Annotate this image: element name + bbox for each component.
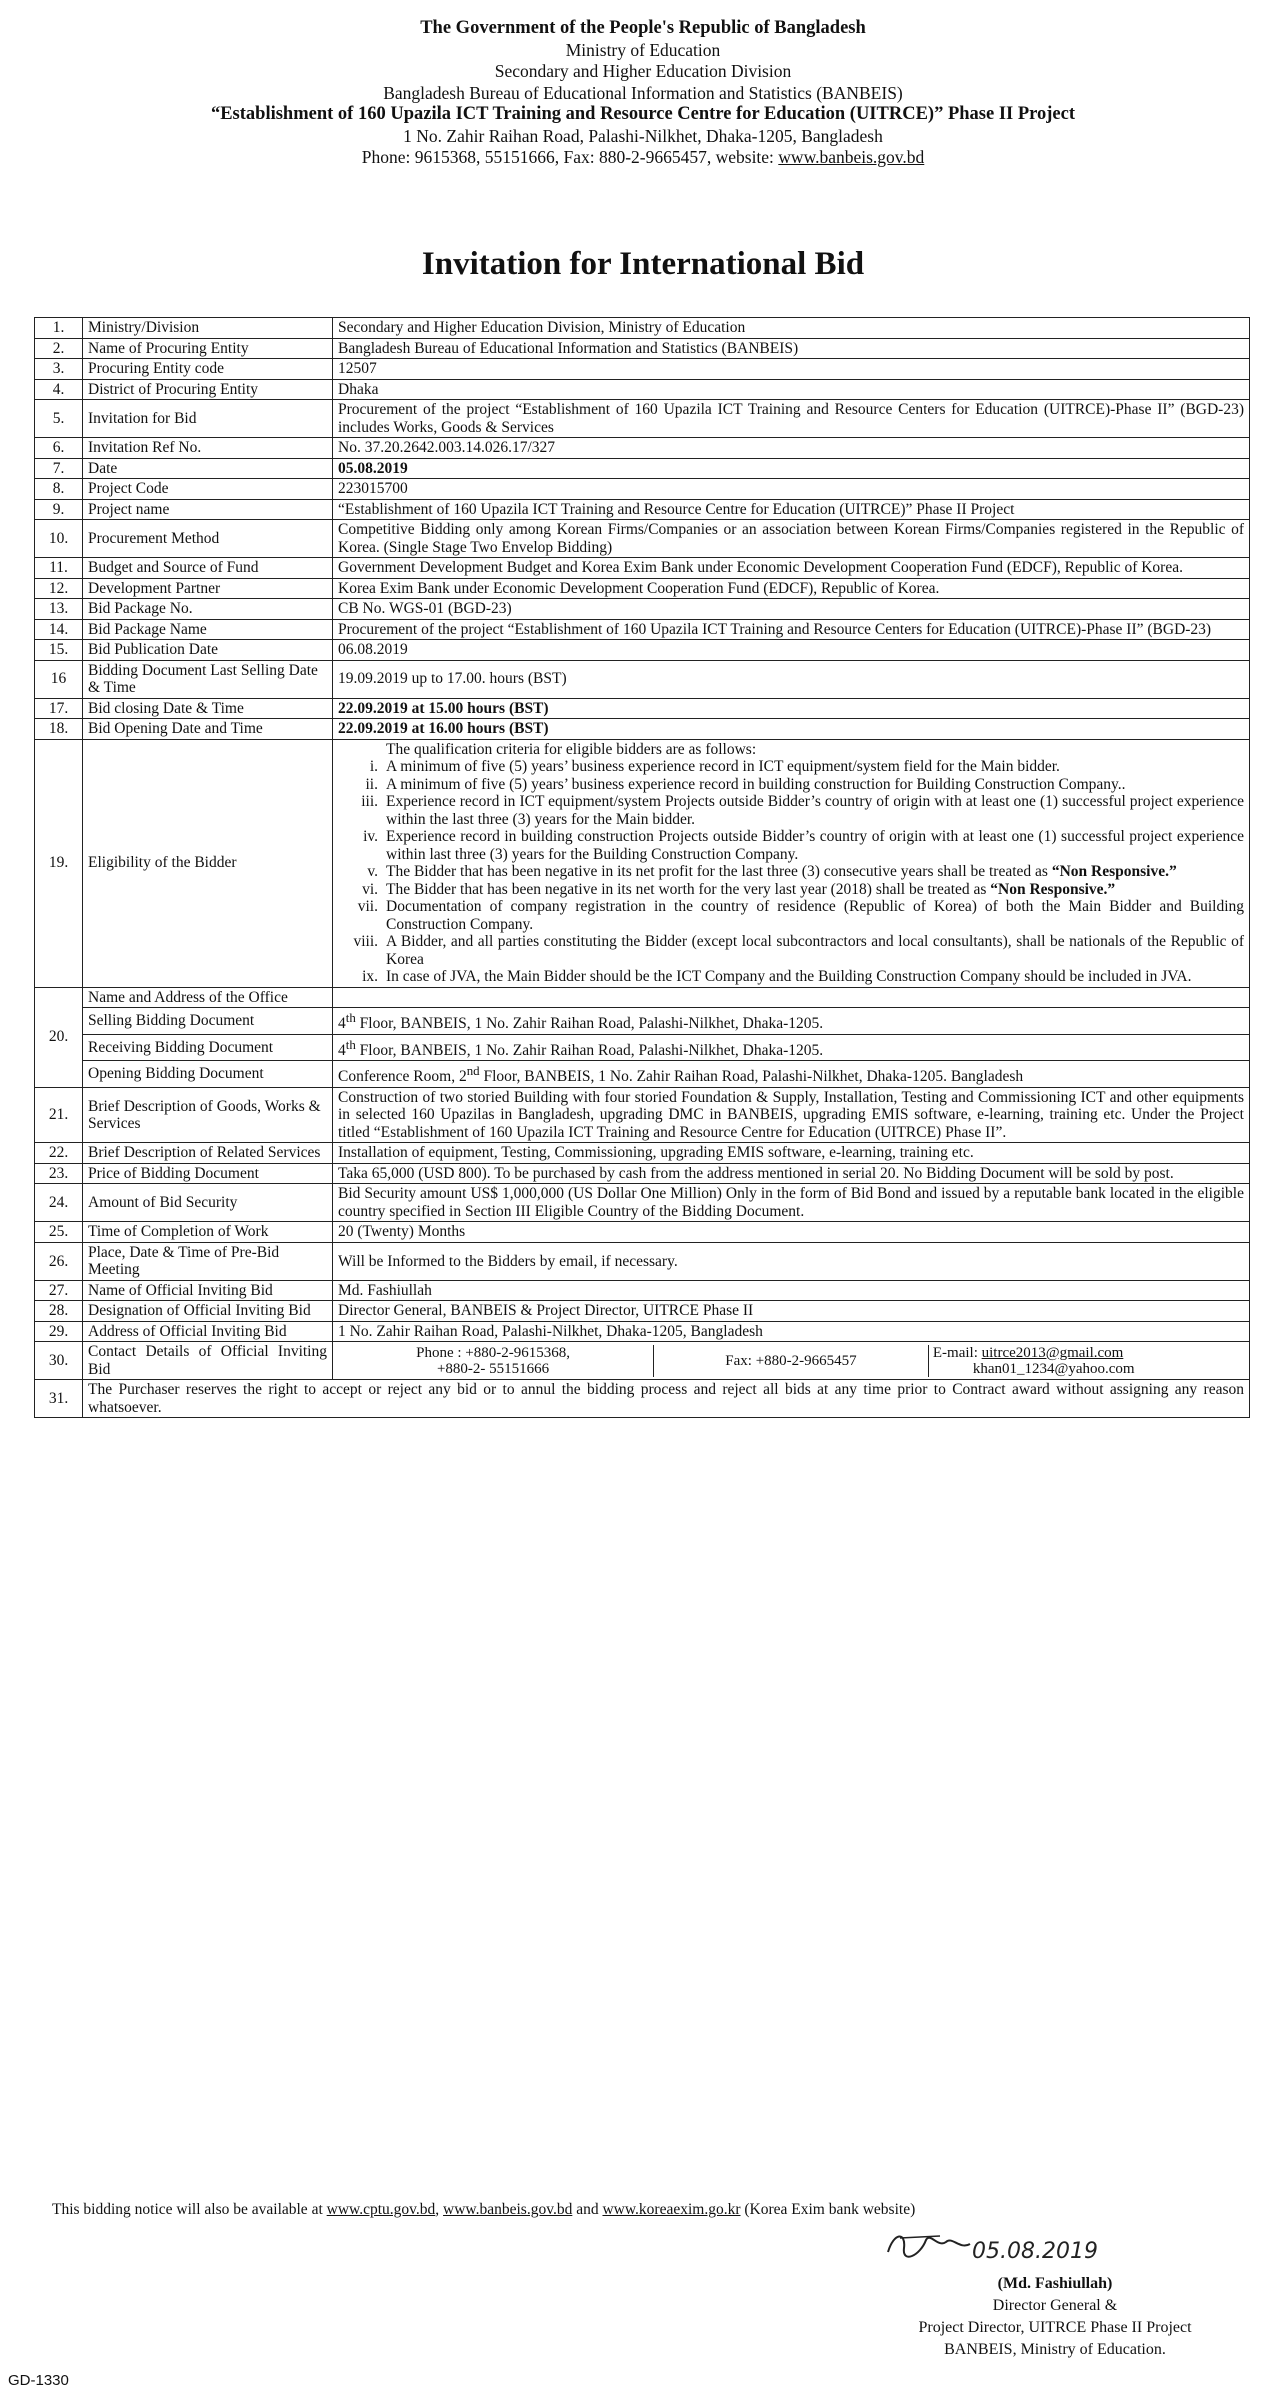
row-label: Invitation for Bid [83, 400, 333, 438]
row-label: District of Procuring Entity [83, 379, 333, 400]
criteria-item: ii. A minimum of five (5) years’ business experience record in building construction for Building Construction Company.. [365, 775, 1126, 793]
table-row: 21. Brief Description of Goods, Works & Services Construction of two storied Building with four storied Foundation & Supply, Installation, Testing and Commissioning ICT and other equipments in selected 160 Upazilas in Bangladesh, upgrading DMC in BANBEIS, upgrading EMIS software, e-learning, training etc. Under the Project titled “Establishment of 160 Upazila ICT Training and Resource Centre for Education (UITRCE) Phase II”. [35, 1087, 1250, 1143]
page-title: Invitation for International Bid [421, 246, 865, 282]
table-row: 5. Invitation for Bid Procurement of the project “Establishment of 160 Upazila ICT Training and Resource Centers for Education (UITRCE)-Phase II” (BGD-23) includes Works, Goods & Services [35, 400, 1250, 438]
row-label: Name of Procuring Entity [83, 338, 333, 359]
row-value: 223015700 [333, 479, 1250, 500]
row-label: Project name [83, 499, 333, 520]
row-label: Procurement Method [83, 520, 333, 558]
criteria-item: v. The Bidder that has been negative in its net profit for the last three (3) consecutive years shall be treated as “Non Responsive.” [367, 863, 1177, 880]
row-value: 12507 [333, 359, 1250, 380]
row-value: 22.09.2019 at 16.00 hours (BST) [333, 719, 1250, 740]
row-label: Bidding Document Last Selling Date & Time [83, 660, 333, 698]
criteria-item: iv. Experience record in building construction Projects outside Bidder’s country of origin with at least one (1) successful project experience within last three (3) years for the Building Construction Company. [363, 828, 1244, 863]
row-value: Procurement of the project “Establishment of 160 Upazila ICT Training and Resource Centers for Education (UITRCE)-Phase II” (BGD-23) [333, 619, 1250, 640]
koreaexim-link[interactable]: www.koreaexim.go.kr [602, 2201, 741, 2218]
criteria-item: viii. A Bidder, and all parties constituting the Bidder (except local subcontractors and local consultants), shall be nationals of the Republic of Korea [353, 933, 1244, 968]
signatory-name: (Md. Fashiullah) [997, 2275, 1113, 2292]
table-row: 11. Budget and Source of Fund Government Development Budget and Korea Exim Bank under Economic Development Cooperation Fund (EDCF), Republic of Korea. [35, 558, 1250, 579]
table-row: 8. Project Code 223015700 [35, 479, 1250, 500]
table-row: 10. Procurement Method Competitive Bidding only among Korean Firms/Companies or an association between Korean Firms/Companies registered in the Republic of Korea. (Single Stage Two Envelop Bidding) [35, 520, 1250, 558]
row-label: Price of Bidding Document [83, 1163, 333, 1184]
table-row: 30. Contact Details of Official Inviting Bid Phone : +880-2-9615368, +880-2- 55151666 Fax: +880-2-9665457 E-mail: uitrce2013@gmail.com khan01_1234@yahoo.com [35, 1342, 1250, 1380]
ministry-line: Ministry of Education [565, 39, 721, 60]
svg-text:05.08.2019: 05.08.2019 [972, 2239, 1098, 2264]
row-label: Procuring Entity code [83, 359, 333, 380]
table-row: 25. Time of Completion of Work 20 (Twenty) Months [35, 1222, 1250, 1243]
row-label: Development Partner [83, 578, 333, 599]
row-value: Secondary and Higher Education Division, Ministry of Education [333, 318, 1250, 339]
row-value: 05.08.2019 [333, 458, 1250, 479]
table-row: 31. The Purchaser reserves the right to accept or reject any bid or to annul the bidding process and reject all bids at any time prior to Contract award without assigning any reason whatsoever. [35, 1380, 1250, 1418]
table-row: Opening Bidding Document Conference Room, 2nd Floor, BANBEIS, 1 No. Zahir Raihan Road, Palashi-Nilkhet, Dhaka-1205. Bangladesh [35, 1061, 1250, 1088]
row-value: Procurement of the project “Establishment of 160 Upazila ICT Training and Resource Centers for Education (UITRCE)-Phase II” (BGD-23) includes Works, Goods & Services [333, 400, 1250, 438]
row-value: Taka 65,000 (USD 800). To be purchased by cash from the address mentioned in serial 20. No Bidding Document will be sold by post. [333, 1163, 1250, 1184]
row-value: Dhaka [333, 379, 1250, 400]
row-value: Korea Exim Bank under Economic Development Cooperation Fund (EDCF), Republic of Korea. [333, 578, 1250, 599]
table-row: 1. Ministry/Division Secondary and Higher Education Division, Ministry of Education [35, 318, 1250, 339]
table-row: 19. Eligibility of the Bidder The qualification criteria for eligible bidders are as follows: i. A minimum of five (5) years’ business experience record in ICT equipment/system field for the Main bidder. ii. A minimum of five (5) years’ business experience record in building construction for Building Construction Company.. iii. Experience record in ICT equipment/system Projects outside Bidder’s country of origin with at least one (1) successful project experience within the last three (3) years for the Main bidder. iv. Experience record in building construction Projects outside Bidder’s country of origin with at least one (1) successful project experience within last three (3) years for the Building Construction Company. v. The Bidder that has been negative in its net profit for the last three (3) consecutive years shall be treated as “Non Responsive.” vi. The Bidder that has been negative in its net worth for the very last year (2018) shall be treated as “Non Responsive.” vii. Documentation of company registration in the country of residence (Republic of Korea) of both the Main Bidder and Building Construction Company. viii. A Bidder, and all parties constituting the Bidder (except local subcontractors and local consultants), shall be nationals of the Republic of Korea ix. In case of JVA, the Main Bidder should be the ICT Company and the Building Construction Company should be included in JVA. [35, 739, 1250, 987]
table-row: 12. Development Partner Korea Exim Bank under Economic Development Cooperation Fund (EDCF), Republic of Korea. [35, 578, 1250, 599]
contact-details: Phone : +880-2-9615368, +880-2- 55151666 Fax: +880-2-9665457 E-mail: uitrce2013@gmail.com khan01_1234@yahoo.com [333, 1345, 1249, 1377]
table-row: Selling Bidding Document 4th Floor, BANBEIS, 1 No. Zahir Raihan Road, Palashi-Nilkhet, Dhaka-1205. [35, 1008, 1250, 1035]
row-label: Project Code [83, 479, 333, 500]
table-row: 13. Bid Package No. CB No. WGS-01 (BGD-23) [35, 599, 1250, 620]
table-row: Receiving Bidding Document 4th Floor, BANBEIS, 1 No. Zahir Raihan Road, Palashi-Nilkhet, Dhaka-1205. [35, 1034, 1250, 1061]
notice-code: GD-1330 [8, 2372, 69, 2389]
row-label: Name of Official Inviting Bid [83, 1280, 333, 1301]
row-value: “Establishment of 160 Upazila ICT Training and Resource Centre for Education (UITRCE)” Phase II Project [333, 499, 1250, 520]
row-value: 1 No. Zahir Raihan Road, Palashi-Nilkhet, Dhaka-1205, Bangladesh [333, 1321, 1250, 1342]
row-value: 06.08.2019 [333, 640, 1250, 661]
signature-block: (Md. Fashiullah) Director General & Project Director, UITRCE Phase II Project BANBEIS, Ministry of Education. [845, 2273, 1265, 2361]
letterhead [0, 18, 1286, 169]
row-value: Competitive Bidding only among Korean Firms/Companies or an association between Korean Firms/Companies registered in the Republic of Korea. (Single Stage Two Envelop Bidding) [333, 520, 1250, 558]
row-value: Construction of two storied Building with four storied Foundation & Supply, Installation, Testing and Commissioning ICT and other equipments in selected 160 Upazilas in Bangladesh, upgrading DMC in BANBEIS, upgrading EMIS software, e-learning, training etc. Under the Project titled “Establishment of 160 Upazila ICT Training and Resource Centre for Education (UITRCE) Phase II”. [333, 1087, 1250, 1143]
row-value: Bid Security amount US$ 1,000,000 (US Dollar One Million) Only in the form of Bid Bond and issued by a reputable bank located in the eligible country specified in Section III Eligible Country of the Bidding Document. [333, 1184, 1250, 1222]
email-link-2[interactable]: khan01_1234@yahoo.com [972, 1360, 1135, 1377]
table-row: 17. Bid closing Date & Time 22.09.2019 at 15.00 hours (BST) [35, 698, 1250, 719]
table-row: 20. Name and Address of the Office [35, 987, 1250, 1008]
signature-scribble [880, 2222, 1100, 2270]
cptu-link[interactable]: www.cptu.gov.bd [326, 2201, 436, 2218]
bureau-line: Bangladesh Bureau of Educational Information and Statistics (BANBEIS) [383, 82, 903, 103]
criteria-item: vii. Documentation of company registration in the country of residence (Republic of Korea) of both the Main Bidder and Building Construction Company. [357, 898, 1244, 933]
govt-line: The Government of the People's Republic of Bangladesh [420, 18, 866, 38]
table-row: 9. Project name “Establishment of 160 Upazila ICT Training and Resource Centre for Education (UITRCE)” Phase II Project [35, 499, 1250, 520]
bid-table [34, 317, 1250, 1418]
row-label: Address of Official Inviting Bid [83, 1321, 333, 1342]
table-row: 15. Bid Publication Date 06.08.2019 [35, 640, 1250, 661]
row-value: Director General, BANBEIS & Project Director, UITRCE Phase II [333, 1301, 1250, 1322]
table-row: 4. District of Procuring Entity Dhaka [35, 379, 1250, 400]
table-row: 29. Address of Official Inviting Bid 1 No. Zahir Raihan Road, Palashi-Nilkhet, Dhaka-1205, Bangladesh [35, 1321, 1250, 1342]
table-row: 23. Price of Bidding Document Taka 65,000 (USD 800). To be purchased by cash from the address mentioned in serial 20. No Bidding Document will be sold by post. [35, 1163, 1250, 1184]
table-row: 26. Place, Date & Time of Pre-Bid Meeting Will be Informed to the Bidders by email, if necessary. [35, 1242, 1250, 1280]
row-label: Time of Completion of Work [83, 1222, 333, 1243]
row-value: CB No. WGS-01 (BGD-23) [333, 599, 1250, 620]
criteria-item: iii. Experience record in ICT equipment/system Projects outside Bidder’s country of origin with at least one (1) successful project experience within the last three (3) years for the Main bidder. [361, 793, 1244, 828]
row-label: Bid Publication Date [83, 640, 333, 661]
table-row: 3. Procuring Entity code 12507 [35, 359, 1250, 380]
row-label: Brief Description of Goods, Works & Services [83, 1087, 333, 1143]
row-value: 20 (Twenty) Months [333, 1222, 1250, 1243]
row-label: Bid closing Date & Time [83, 698, 333, 719]
criteria-item: vi. The Bidder that has been negative in its net worth for the very last year (2018) shall be treated as “Non Responsive.” [362, 880, 1116, 898]
row-label: Invitation Ref No. [83, 438, 333, 459]
row-label: Place, Date & Time of Pre-Bid Meeting [83, 1242, 333, 1280]
project-line: “Establishment of 160 Upazila ICT Training and Resource Centre for Education (UITRCE)” Phase II Project [210, 104, 1076, 124]
row-value: 19.09.2019 up to 17.00. hours (BST) [333, 660, 1250, 698]
row-label: Bid Opening Date and Time [83, 719, 333, 740]
table-row: 16 Bidding Document Last Selling Date & Time 19.09.2019 up to 17.00. hours (BST) [35, 660, 1250, 698]
row-value: Md. Fashiullah [333, 1280, 1250, 1301]
table-row: 27. Name of Official Inviting Bid Md. Fashiullah [35, 1280, 1250, 1301]
criteria-item: i. A minimum of five (5) years’ business experience record in ICT equipment/system field for the Main bidder. [369, 758, 1060, 775]
table-row: 14. Bid Package Name Procurement of the project “Establishment of 160 Upazila ICT Training and Resource Centers for Education (UITRCE)-Phase II” (BGD-23) [35, 619, 1250, 640]
row-label: Amount of Bid Security [83, 1184, 333, 1222]
row-label: Bid Package No. [83, 599, 333, 620]
table-row: 7. Date 05.08.2019 [35, 458, 1250, 479]
table-row: 24. Amount of Bid Security Bid Security amount US$ 1,000,000 (US Dollar One Million) Only in the form of Bid Bond and issued by a reputable bank located in the eligible country specified in Section III Eligible Country of the Bidding Document. [35, 1184, 1250, 1222]
row-value: Installation of equipment, Testing, Commissioning, upgrading EMIS software, e-learning, training etc. [333, 1143, 1250, 1164]
row-value: Government Development Budget and Korea Exim Bank under Economic Development Cooperation Fund (EDCF), Republic of Korea. [333, 558, 1250, 579]
row-value: Bangladesh Bureau of Educational Information and Statistics (BANBEIS) [333, 338, 1250, 359]
table-row: 18. Bid Opening Date and Time 22.09.2019 at 16.00 hours (BST) [35, 719, 1250, 740]
address-line: 1 No. Zahir Raihan Road, Palashi-Nilkhet, Dhaka-1205, Bangladesh [403, 125, 883, 146]
row-value: Will be Informed to the Bidders by email, if necessary. [333, 1242, 1250, 1280]
row-value: No. 37.20.2642.003.14.026.17/327 [333, 438, 1250, 459]
row-label: Designation of Official Inviting Bid [83, 1301, 333, 1322]
row-label: Bid Package Name [83, 619, 333, 640]
table-row: 22. Brief Description of Related Services Installation of equipment, Testing, Commissioning, upgrading EMIS software, e-learning, training etc. [35, 1143, 1250, 1164]
availability-note: This bidding notice will also be available at www.cptu.gov.bd, www.banbeis.gov.bd and www.koreaexim.go.kr (Korea Exim bank website) [52, 2201, 916, 2218]
contact-line: Phone: 9615368, 55151666, Fax: 880-2-9665457, website: www.banbeis.gov.bd [361, 147, 925, 167]
row-label: Budget and Source of Fund [83, 558, 333, 579]
eligibility-criteria: The qualification criteria for eligible bidders are as follows: i. A minimum of five (5) years’ business experience record in ICT equipment/system field for the Main bidder. ii. A minimum of five (5) years’ business experience record in building construction for Building Construction Company.. iii. Experience record in ICT equipment/system Projects outside Bidder’s country of origin with at least one (1) successful project experience within the last three (3) years for the Main bidder. iv. Experience record in building construction Projects outside Bidder’s country of origin with at least one (1) successful project experience within last three (3) years for the Building Construction Company. v. The Bidder that has been negative in its net profit for the last three (3) consecutive years shall be treated as “Non Responsive.” vi. The Bidder that has been negative in its net worth for the very last year (2018) shall be treated as “Non Responsive.” vii. Documentation of company registration in the country of residence (Republic of Korea) of both the Main Bidder and Building Construction Company. viii. A Bidder, and all parties constituting the Bidder (except local subcontractors and local consultants), shall be nationals of the Republic of Korea ix. In case of JVA, the Main Bidder should be the ICT Company and the Building Construction Company should be included in JVA. [333, 739, 1250, 987]
table-row: 6. Invitation Ref No. No. 37.20.2642.003.14.026.17/327 [35, 438, 1250, 459]
row-label: Ministry/Division [83, 318, 333, 339]
website-link[interactable]: www.banbeis.gov.bd [778, 147, 925, 167]
table-row: 28. Designation of Official Inviting Bid Director General, BANBEIS & Project Director, UITRCE Phase II [35, 1301, 1250, 1322]
division-line: Secondary and Higher Education Division [494, 61, 792, 81]
table-row: 2. Name of Procuring Entity Bangladesh Bureau of Educational Information and Statistics (BANBEIS) [35, 338, 1250, 359]
row-label: Brief Description of Related Services [83, 1143, 333, 1164]
email-link[interactable]: uitrce2013@gmail.com [981, 1344, 1124, 1361]
row-label: Date [83, 458, 333, 479]
criteria-item: ix. In case of JVA, the Main Bidder should be the ICT Company and the Building Construction Company should be included in JVA. [362, 968, 1192, 985]
row-value: 22.09.2019 at 15.00 hours (BST) [333, 698, 1250, 719]
banbeis-link[interactable]: www.banbeis.gov.bd [443, 2201, 573, 2218]
